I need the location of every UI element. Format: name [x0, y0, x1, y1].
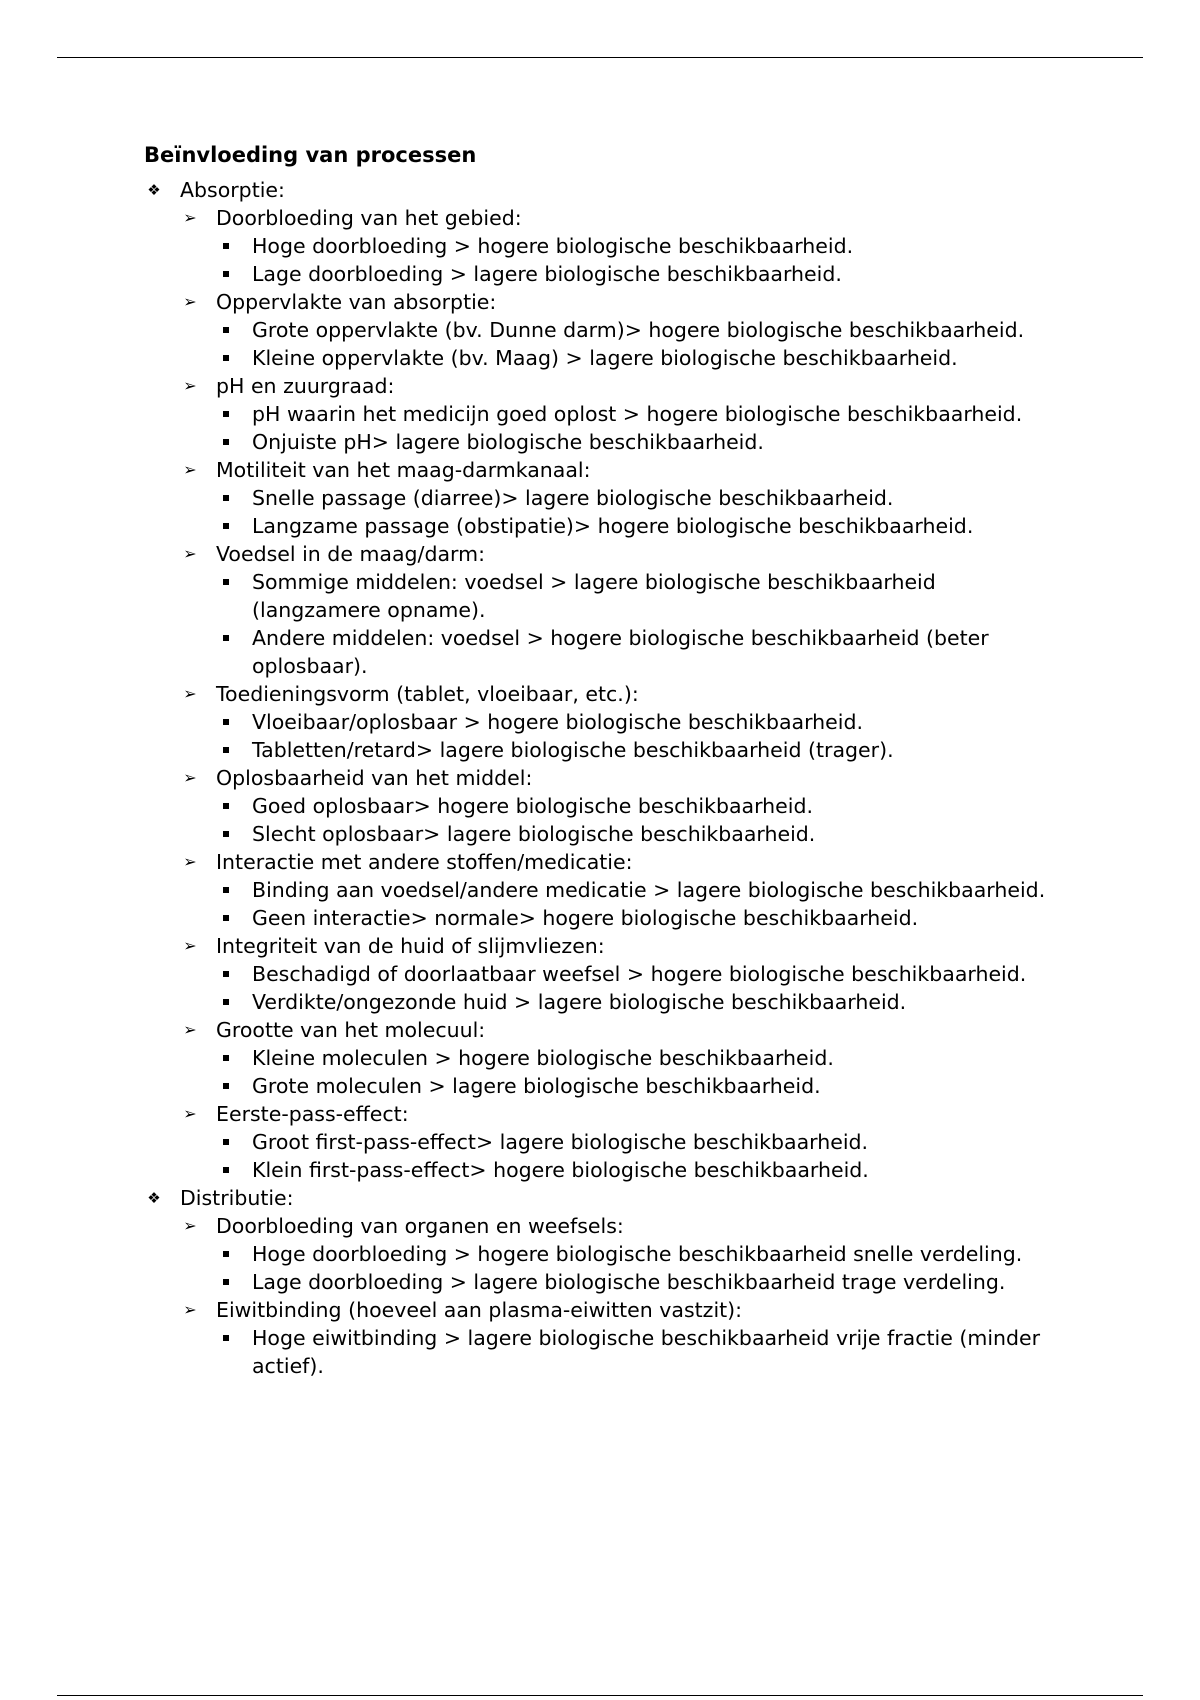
effect-text: Langzame passage (obstipatie)> hogere biologische beschikbaarheid. — [252, 514, 974, 538]
factor-label: Toedieningsvorm (tablet, vloeibaar, etc.): — [216, 682, 639, 706]
factor-label: Motiliteit van het maag-darmkanaal: — [216, 458, 591, 482]
square-bullet-icon — [216, 1072, 236, 1100]
effect-text: Hoge eiwitbinding > lagere biologische beschikbaarheid vrije fractie (minder actief). — [252, 1326, 1041, 1378]
effect-item — [144, 1128, 1064, 1156]
square-bullet-icon — [216, 232, 236, 260]
effect-item — [144, 792, 1064, 820]
effect-item — [144, 624, 1064, 680]
square-bullet-icon — [216, 568, 236, 596]
square-bullet-icon — [216, 960, 236, 988]
arrow-bullet-icon: ➢ — [183, 1104, 197, 1123]
effect-text: Goed oplosbaar> hogere biologische beschikbaarheid. — [252, 794, 814, 818]
factor-item — [144, 372, 1064, 400]
section-heading: Beïnvloeding van processen — [144, 143, 477, 167]
factor-label: pH en zuurgraad: — [216, 374, 395, 398]
factor-item — [144, 764, 1064, 792]
effect-text: Groot first-pass-effect> lagere biologische beschikbaarheid. — [252, 1130, 869, 1154]
section-item — [144, 1184, 1064, 1212]
factor-item — [144, 288, 1064, 316]
factor-item — [144, 456, 1064, 484]
factor-label: Interactie met andere stoffen/medicatie: — [216, 850, 633, 874]
square-bullet-icon — [216, 260, 236, 288]
square-bullet-icon — [216, 344, 236, 372]
footer-rule — [57, 1695, 1143, 1696]
effect-text: Lage doorbloeding > lagere biologische beschikbaarheid trage verdeling. — [252, 1270, 1006, 1294]
effect-text: Sommige middelen: voedsel > lagere biologische beschikbaarheid (langzamere opname). — [252, 570, 936, 622]
effect-text: Andere middelen: voedsel > hogere biologische beschikbaarheid (beter oplosbaar). — [252, 626, 989, 678]
effect-item — [144, 1156, 1064, 1184]
effect-text: Kleine moleculen > hogere biologische beschikbaarheid. — [252, 1046, 834, 1070]
effect-item — [144, 876, 1064, 904]
square-bullet-icon — [216, 1268, 236, 1296]
effect-text: Klein first-pass-effect> hogere biologische beschikbaarheid. — [252, 1158, 869, 1182]
effect-text: Verdikte/ongezonde huid > lagere biologische beschikbaarheid. — [252, 990, 907, 1014]
effect-text: Beschadigd of doorlaatbaar weefsel > hogere biologische beschikbaarheid. — [252, 962, 1027, 986]
effect-text: Kleine oppervlakte (bv. Maag) > lagere biologische beschikbaarheid. — [252, 346, 958, 370]
square-bullet-icon — [216, 1128, 236, 1156]
effect-item — [144, 1072, 1064, 1100]
square-bullet-icon — [216, 820, 236, 848]
effect-item — [144, 484, 1064, 512]
factor-label: Voedsel in de maag/darm: — [216, 542, 485, 566]
arrow-bullet-icon: ➢ — [183, 544, 197, 563]
square-bullet-icon — [216, 1324, 236, 1352]
document-body — [144, 140, 1064, 1380]
square-bullet-icon — [216, 512, 236, 540]
square-bullet-icon — [216, 876, 236, 904]
effect-text: Geen interactie> normale> hogere biologische beschikbaarheid. — [252, 906, 919, 930]
effect-text: pH waarin het medicijn goed oplost > hogere biologische beschikbaarheid. — [252, 402, 1023, 426]
square-bullet-icon — [216, 1044, 236, 1072]
effect-text: Tabletten/retard> lagere biologische beschikbaarheid (trager). — [252, 738, 894, 762]
effect-item — [144, 988, 1064, 1016]
effect-text: Hoge doorbloeding > hogere biologische beschikbaarheid snelle verdeling. — [252, 1242, 1023, 1266]
arrow-bullet-icon: ➢ — [183, 292, 197, 311]
section-label: Absorptie: — [180, 178, 285, 202]
effect-item — [144, 400, 1064, 428]
effect-text: Slecht oplosbaar> lagere biologische beschikbaarheid. — [252, 822, 816, 846]
arrow-bullet-icon: ➢ — [183, 1300, 197, 1319]
arrow-bullet-icon: ➢ — [183, 768, 197, 787]
effect-item — [144, 316, 1064, 344]
arrow-bullet-icon: ➢ — [183, 208, 197, 227]
arrow-bullet-icon: ➢ — [183, 376, 197, 395]
effect-item — [144, 736, 1064, 764]
square-bullet-icon — [216, 904, 236, 932]
section-item — [144, 176, 1064, 204]
effect-item — [144, 1324, 1064, 1380]
effect-item — [144, 260, 1064, 288]
outline-list — [144, 176, 1064, 1380]
factor-item — [144, 1296, 1064, 1324]
effect-item — [144, 1268, 1064, 1296]
factor-item — [144, 1016, 1064, 1044]
factor-label: Grootte van het molecuul: — [216, 1018, 486, 1042]
factor-item — [144, 932, 1064, 960]
square-bullet-icon — [216, 400, 236, 428]
effect-item — [144, 344, 1064, 372]
factor-label: Integriteit van de huid of slijmvliezen: — [216, 934, 605, 958]
section-label: Distributie: — [180, 1186, 294, 1210]
square-bullet-icon — [216, 484, 236, 512]
effect-text: Binding aan voedsel/andere medicatie > lagere biologische beschikbaarheid. — [252, 878, 1046, 902]
square-bullet-icon — [216, 708, 236, 736]
effect-text: Lage doorbloeding > lagere biologische beschikbaarheid. — [252, 262, 842, 286]
effect-text: Vloeibaar/oplosbaar > hogere biologische beschikbaarheid. — [252, 710, 863, 734]
factor-label: Eiwitbinding (hoeveel aan plasma-eiwitten vastzit): — [216, 1298, 743, 1322]
effect-text: Grote moleculen > lagere biologische beschikbaarheid. — [252, 1074, 821, 1098]
effect-text: Grote oppervlakte (bv. Dunne darm)> hogere biologische beschikbaarheid. — [252, 318, 1025, 342]
arrow-bullet-icon: ➢ — [183, 936, 197, 955]
factor-item — [144, 1212, 1064, 1240]
diamond-bullet-icon: ❖ — [147, 181, 161, 199]
header-rule — [57, 57, 1143, 58]
effect-text: Hoge doorbloeding > hogere biologische beschikbaarheid. — [252, 234, 854, 258]
square-bullet-icon — [216, 1240, 236, 1268]
effect-item — [144, 568, 1064, 624]
square-bullet-icon — [216, 988, 236, 1016]
arrow-bullet-icon: ➢ — [183, 460, 197, 479]
diamond-bullet-icon: ❖ — [147, 1189, 161, 1207]
factor-item — [144, 204, 1064, 232]
factor-label: Eerste-pass-effect: — [216, 1102, 409, 1126]
factor-item — [144, 848, 1064, 876]
square-bullet-icon — [216, 736, 236, 764]
factor-label: Doorbloeding van organen en weefsels: — [216, 1214, 624, 1238]
effect-item — [144, 960, 1064, 988]
effect-item — [144, 428, 1064, 456]
square-bullet-icon — [216, 624, 236, 652]
factor-item — [144, 680, 1064, 708]
arrow-bullet-icon: ➢ — [183, 1216, 197, 1235]
effect-item — [144, 512, 1064, 540]
factor-label: Doorbloeding van het gebied: — [216, 206, 522, 230]
factor-item — [144, 1100, 1064, 1128]
arrow-bullet-icon: ➢ — [183, 1020, 197, 1039]
factor-label: Oppervlakte van absorptie: — [216, 290, 497, 314]
effect-item — [144, 1240, 1064, 1268]
square-bullet-icon — [216, 792, 236, 820]
square-bullet-icon — [216, 316, 236, 344]
square-bullet-icon — [216, 428, 236, 456]
effect-text: Snelle passage (diarree)> lagere biologische beschikbaarheid. — [252, 486, 894, 510]
factor-item — [144, 540, 1064, 568]
effect-item — [144, 904, 1064, 932]
square-bullet-icon — [216, 1156, 236, 1184]
factor-label: Oplosbaarheid van het middel: — [216, 766, 533, 790]
effect-item — [144, 708, 1064, 736]
arrow-bullet-icon: ➢ — [183, 684, 197, 703]
effect-item — [144, 232, 1064, 260]
effect-text: Onjuiste pH> lagere biologische beschikbaarheid. — [252, 430, 764, 454]
effect-item — [144, 1044, 1064, 1072]
arrow-bullet-icon: ➢ — [183, 852, 197, 871]
effect-item — [144, 820, 1064, 848]
